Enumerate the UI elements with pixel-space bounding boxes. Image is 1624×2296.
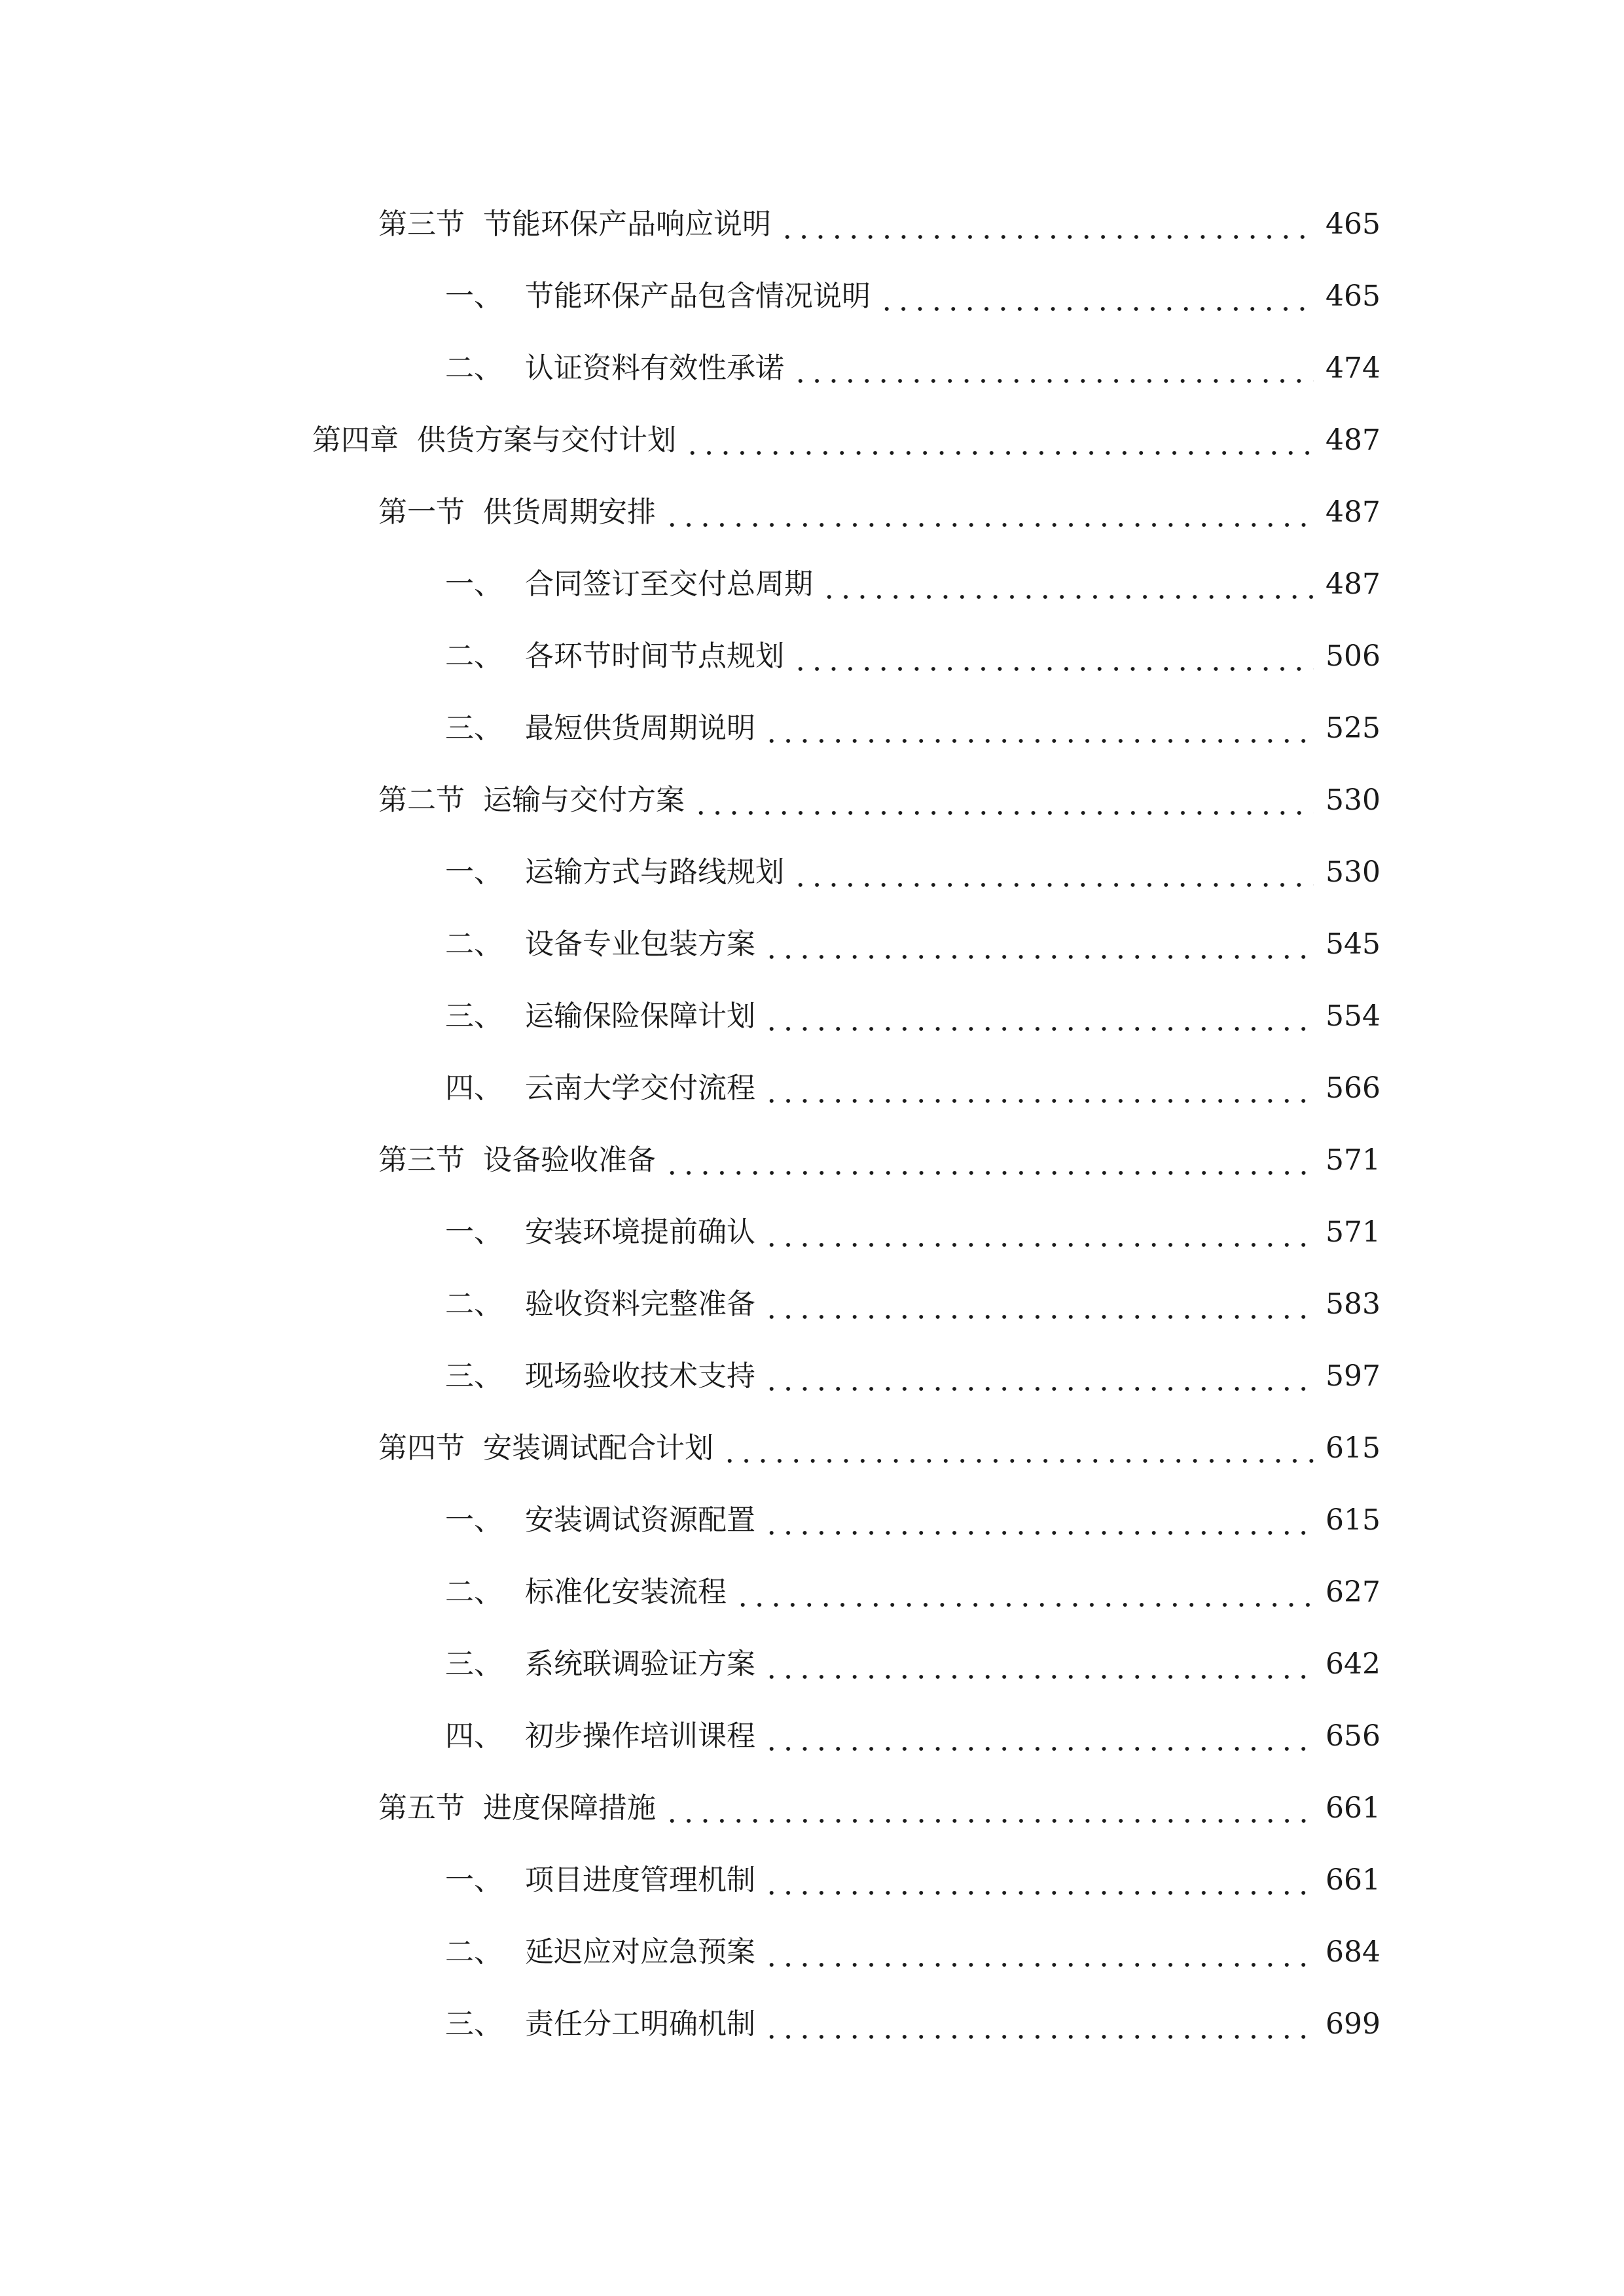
toc-entry-page-number: 597 bbox=[1326, 1359, 1380, 1393]
dot-leader bbox=[763, 714, 1314, 743]
toc-entry-label bbox=[445, 711, 755, 745]
toc-entry[interactable] bbox=[0, 1484, 1624, 1556]
toc-entry-page-number: 525 bbox=[1326, 711, 1380, 745]
table-of-contents bbox=[0, 188, 1624, 2060]
toc-entry[interactable] bbox=[0, 332, 1624, 404]
toc-entry[interactable] bbox=[0, 1700, 1624, 1772]
toc-entry-number: 三、 bbox=[445, 999, 503, 1033]
toc-entry-number: 二、 bbox=[445, 1935, 503, 1969]
toc-entry-title: 设备专业包装方案 bbox=[525, 927, 755, 961]
toc-entry-label bbox=[445, 1359, 755, 1393]
dot-leader bbox=[763, 930, 1314, 959]
toc-entry-label bbox=[445, 1863, 755, 1897]
toc-entry-page-number: 530 bbox=[1326, 783, 1380, 817]
toc-entry-page-number: 699 bbox=[1326, 2007, 1380, 2041]
toc-entry[interactable] bbox=[0, 1052, 1624, 1124]
toc-entry-title: 初步操作培训课程 bbox=[525, 1719, 755, 1753]
toc-entry-page-number: 571 bbox=[1326, 1143, 1380, 1177]
toc-entry-label bbox=[378, 495, 656, 529]
toc-entry-label bbox=[445, 1719, 755, 1753]
toc-entry-number: 三、 bbox=[445, 2007, 503, 2041]
toc-entry-page-number: 545 bbox=[1326, 927, 1380, 961]
dot-leader bbox=[763, 1074, 1314, 1103]
dot-leader bbox=[763, 2010, 1314, 2039]
dot-leader bbox=[763, 1506, 1314, 1535]
toc-entry-page-number: 474 bbox=[1326, 351, 1380, 385]
toc-entry-number: 第二节 bbox=[378, 783, 465, 817]
toc-entry[interactable] bbox=[0, 1988, 1624, 2060]
dot-leader bbox=[734, 1578, 1314, 1607]
toc-entry-label bbox=[445, 1503, 755, 1537]
toc-entry-title: 安装环境提前确认 bbox=[525, 1215, 755, 1249]
dot-leader bbox=[792, 354, 1314, 383]
toc-entry[interactable] bbox=[0, 908, 1624, 980]
toc-entry-page-number: 571 bbox=[1326, 1215, 1380, 1249]
toc-entry-title: 验收资料完整准备 bbox=[525, 1287, 755, 1321]
dot-leader bbox=[878, 282, 1314, 311]
toc-entry[interactable] bbox=[0, 1124, 1624, 1196]
toc-entry-title: 进度保障措施 bbox=[483, 1791, 656, 1825]
toc-entry[interactable] bbox=[0, 980, 1624, 1052]
toc-entry-number: 二、 bbox=[445, 1575, 503, 1609]
toc-entry[interactable] bbox=[0, 1412, 1624, 1484]
toc-entry-label bbox=[445, 927, 755, 961]
toc-entry-number: 二、 bbox=[445, 927, 503, 961]
dot-leader bbox=[763, 1722, 1314, 1751]
dot-leader bbox=[721, 1434, 1314, 1463]
toc-entry-page-number: 554 bbox=[1326, 999, 1380, 1033]
toc-entry-title: 云南大学交付流程 bbox=[525, 1071, 755, 1105]
toc-entry-page-number: 661 bbox=[1326, 1863, 1380, 1897]
toc-entry-title: 责任分工明确机制 bbox=[525, 2007, 755, 2041]
toc-entry-page-number: 684 bbox=[1326, 1935, 1380, 1969]
toc-entry-label bbox=[445, 639, 784, 673]
toc-entry-title: 节能环保产品包含情况说明 bbox=[525, 279, 871, 313]
dot-leader bbox=[664, 1794, 1314, 1823]
toc-entry[interactable] bbox=[0, 620, 1624, 692]
toc-entry[interactable] bbox=[0, 476, 1624, 548]
toc-entry[interactable] bbox=[0, 692, 1624, 764]
toc-entry-label bbox=[445, 1215, 755, 1249]
toc-entry-page-number: 627 bbox=[1326, 1575, 1380, 1609]
toc-entry-title: 项目进度管理机制 bbox=[525, 1863, 755, 1897]
toc-entry-number: 三、 bbox=[445, 711, 503, 745]
toc-entry-label bbox=[445, 567, 813, 601]
toc-entry-number: 第三节 bbox=[378, 1143, 465, 1177]
toc-entry[interactable] bbox=[0, 1772, 1624, 1844]
toc-entry-title: 延迟应对应急预案 bbox=[525, 1935, 755, 1969]
dot-leader bbox=[779, 210, 1314, 239]
toc-entry-page-number: 465 bbox=[1326, 279, 1380, 313]
toc-entry-title: 标准化安装流程 bbox=[525, 1575, 727, 1609]
toc-entry-label bbox=[378, 207, 771, 241]
toc-entry-page-number: 487 bbox=[1326, 423, 1380, 457]
toc-entry[interactable] bbox=[0, 548, 1624, 620]
toc-entry-number: 二、 bbox=[445, 639, 503, 673]
toc-entry-page-number: 615 bbox=[1326, 1431, 1380, 1465]
toc-entry-title: 合同签订至交付总周期 bbox=[525, 567, 813, 601]
toc-entry[interactable] bbox=[0, 1340, 1624, 1412]
toc-entry-number: 二、 bbox=[445, 1287, 503, 1321]
toc-entry-page-number: 642 bbox=[1326, 1647, 1380, 1681]
dot-leader bbox=[664, 1146, 1314, 1175]
toc-entry[interactable] bbox=[0, 188, 1624, 260]
toc-entry-label bbox=[445, 279, 871, 313]
toc-entry-page-number: 465 bbox=[1326, 207, 1380, 241]
toc-entry-number: 三、 bbox=[445, 1359, 503, 1393]
toc-entry[interactable] bbox=[0, 1916, 1624, 1988]
toc-entry-number: 第三节 bbox=[378, 207, 465, 241]
toc-entry-label bbox=[445, 351, 784, 385]
toc-entry-page-number: 566 bbox=[1326, 1071, 1380, 1105]
toc-entry-number: 第四章 bbox=[312, 423, 399, 457]
toc-entry[interactable] bbox=[0, 764, 1624, 836]
toc-entry[interactable] bbox=[0, 1556, 1624, 1628]
toc-entry-label bbox=[312, 423, 676, 457]
toc-entry[interactable] bbox=[0, 404, 1624, 476]
toc-entry-number: 三、 bbox=[445, 1647, 503, 1681]
toc-entry-title: 安装调试配合计划 bbox=[483, 1431, 713, 1465]
toc-entry-page-number: 583 bbox=[1326, 1287, 1380, 1321]
dot-leader bbox=[763, 1290, 1314, 1319]
toc-entry-number: 第五节 bbox=[378, 1791, 465, 1825]
dot-leader bbox=[821, 570, 1314, 599]
toc-entry-title: 认证资料有效性承诺 bbox=[525, 351, 784, 385]
toc-entry-number: 第一节 bbox=[378, 495, 465, 529]
toc-entry-number: 一、 bbox=[445, 567, 503, 601]
toc-entry-number: 一、 bbox=[445, 1215, 503, 1249]
toc-entry-page-number: 487 bbox=[1326, 495, 1380, 529]
toc-entry-number: 四、 bbox=[445, 1071, 503, 1105]
dot-leader bbox=[684, 426, 1314, 455]
toc-entry-page-number: 530 bbox=[1326, 855, 1380, 889]
dot-leader bbox=[763, 1002, 1314, 1031]
toc-entry-label bbox=[445, 1647, 755, 1681]
toc-entry-title: 系统联调验证方案 bbox=[525, 1647, 755, 1681]
toc-entry-label bbox=[445, 855, 784, 889]
toc-entry-title: 设备验收准备 bbox=[483, 1143, 656, 1177]
dot-leader bbox=[792, 642, 1314, 671]
toc-entry-number: 第四节 bbox=[378, 1431, 465, 1465]
toc-entry-label bbox=[445, 999, 755, 1033]
toc-entry-page-number: 487 bbox=[1326, 567, 1380, 601]
toc-entry-page-number: 506 bbox=[1326, 639, 1380, 673]
toc-entry-title: 运输与交付方案 bbox=[483, 783, 685, 817]
toc-entry-number: 二、 bbox=[445, 351, 503, 385]
toc-entry-number: 一、 bbox=[445, 855, 503, 889]
toc-entry-title: 各环节时间节点规划 bbox=[525, 639, 784, 673]
toc-entry-label bbox=[445, 1935, 755, 1969]
toc-entry-page-number: 661 bbox=[1326, 1791, 1380, 1825]
toc-entry[interactable] bbox=[0, 260, 1624, 332]
toc-entry-title: 运输保险保障计划 bbox=[525, 999, 755, 1033]
toc-entry[interactable] bbox=[0, 1628, 1624, 1700]
toc-entry-label bbox=[445, 2007, 755, 2041]
toc-entry-title: 运输方式与路线规划 bbox=[525, 855, 784, 889]
toc-entry-label bbox=[378, 783, 685, 817]
toc-entry-label bbox=[378, 1431, 713, 1465]
toc-entry-title: 最短供货周期说明 bbox=[525, 711, 755, 745]
toc-entry-title: 节能环保产品响应说明 bbox=[483, 207, 771, 241]
dot-leader bbox=[792, 858, 1314, 887]
toc-entry[interactable] bbox=[0, 1844, 1624, 1916]
toc-entry-label bbox=[378, 1791, 656, 1825]
dot-leader bbox=[763, 1218, 1314, 1247]
toc-entry[interactable] bbox=[0, 1196, 1624, 1268]
toc-entry-label bbox=[445, 1287, 755, 1321]
toc-entry[interactable] bbox=[0, 836, 1624, 908]
toc-entry-title: 供货方案与交付计划 bbox=[417, 423, 676, 457]
toc-entry[interactable] bbox=[0, 1268, 1624, 1340]
toc-entry-title: 安装调试资源配置 bbox=[525, 1503, 755, 1537]
toc-entry-number: 一、 bbox=[445, 1863, 503, 1897]
toc-entry-title: 供货周期安排 bbox=[483, 495, 656, 529]
dot-leader bbox=[693, 786, 1314, 815]
dot-leader bbox=[763, 1938, 1314, 1967]
toc-entry-number: 四、 bbox=[445, 1719, 503, 1753]
toc-entry-number: 一、 bbox=[445, 279, 503, 313]
dot-leader bbox=[763, 1362, 1314, 1391]
toc-entry-page-number: 656 bbox=[1326, 1719, 1380, 1753]
toc-entry-label bbox=[445, 1575, 727, 1609]
toc-entry-label bbox=[445, 1071, 755, 1105]
toc-entry-title: 现场验收技术支持 bbox=[525, 1359, 755, 1393]
dot-leader bbox=[763, 1650, 1314, 1679]
toc-entry-label bbox=[378, 1143, 656, 1177]
toc-entry-number: 一、 bbox=[445, 1503, 503, 1537]
dot-leader bbox=[763, 1866, 1314, 1895]
toc-entry-page-number: 615 bbox=[1326, 1503, 1380, 1537]
dot-leader bbox=[664, 498, 1314, 527]
